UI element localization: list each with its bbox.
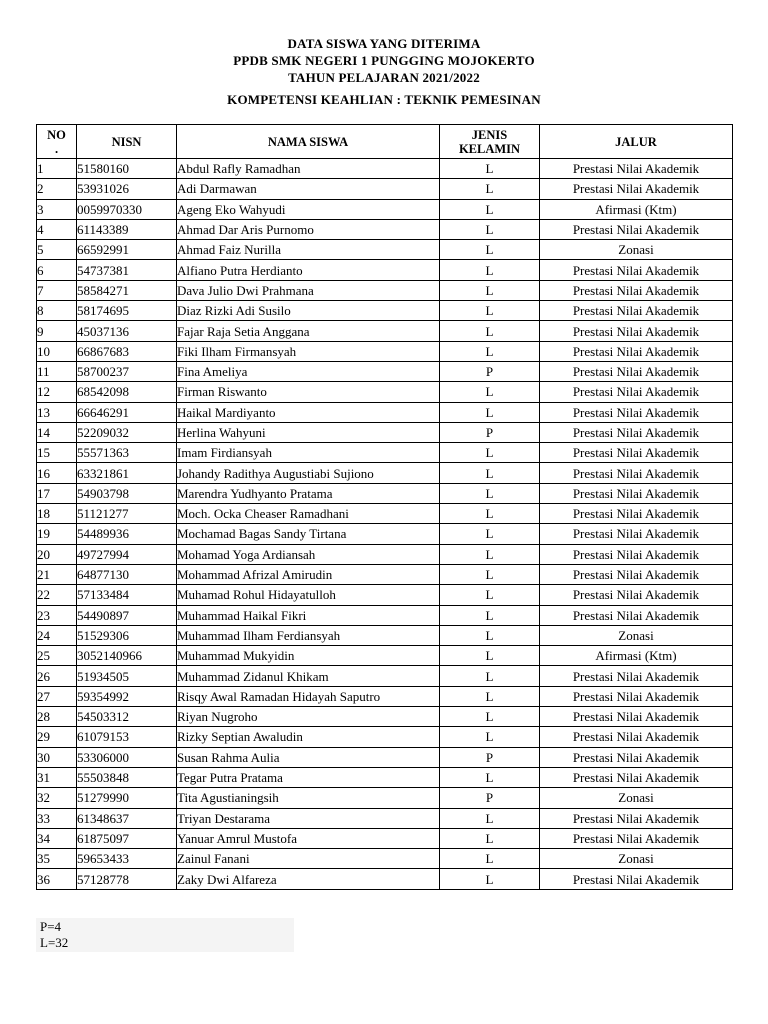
table-row	[37, 767, 733, 787]
cell-nisn: 51580160	[77, 159, 177, 179]
cell-jenis-kelamin: L	[440, 727, 540, 747]
cell-no: 15	[37, 443, 77, 463]
cell-no: 16	[37, 463, 77, 483]
cell-jalur: Prestasi Nilai Akademik	[540, 564, 733, 584]
cell-nisn: 61348637	[77, 808, 177, 828]
table-row	[37, 159, 733, 179]
table-row	[37, 646, 733, 666]
cell-no: 4	[37, 219, 77, 239]
cell-no: 31	[37, 767, 77, 787]
cell-nama: Zainul Fanani	[177, 849, 440, 869]
cell-no: 12	[37, 382, 77, 402]
cell-jenis-kelamin: L	[440, 646, 540, 666]
table-row	[37, 504, 733, 524]
cell-nisn: 66592991	[77, 240, 177, 260]
table-row	[37, 402, 733, 422]
col-header-nisn: NISN	[77, 125, 177, 159]
cell-nama: Muhammad Haikal Fikri	[177, 605, 440, 625]
cell-jenis-kelamin: L	[440, 605, 540, 625]
cell-nisn: 64877130	[77, 564, 177, 584]
cell-nisn: 0059970330	[77, 199, 177, 219]
cell-jalur: Prestasi Nilai Akademik	[540, 808, 733, 828]
cell-jalur: Prestasi Nilai Akademik	[540, 544, 733, 564]
table-row	[37, 849, 733, 869]
cell-nama: Dava Julio Dwi Prahmana	[177, 280, 440, 300]
cell-nisn: 53306000	[77, 747, 177, 767]
cell-no: 7	[37, 280, 77, 300]
cell-nisn: 54737381	[77, 260, 177, 280]
table-row	[37, 321, 733, 341]
cell-jalur: Prestasi Nilai Akademik	[540, 280, 733, 300]
table-row	[37, 382, 733, 402]
cell-jalur: Prestasi Nilai Akademik	[540, 341, 733, 361]
cell-no: 1	[37, 159, 77, 179]
cell-nisn: 51121277	[77, 504, 177, 524]
cell-jalur: Zonasi	[540, 240, 733, 260]
table-row	[37, 625, 733, 645]
cell-jalur: Prestasi Nilai Akademik	[540, 443, 733, 463]
cell-no: 33	[37, 808, 77, 828]
cell-no: 14	[37, 422, 77, 442]
table-row	[37, 301, 733, 321]
cell-nama: Marendra Yudhyanto Pratama	[177, 483, 440, 503]
cell-jenis-kelamin: L	[440, 199, 540, 219]
cell-no: 24	[37, 625, 77, 645]
cell-no: 25	[37, 646, 77, 666]
table-row	[37, 585, 733, 605]
cell-jenis-kelamin: L	[440, 686, 540, 706]
cell-nisn: 51529306	[77, 625, 177, 645]
cell-nisn: 49727994	[77, 544, 177, 564]
cell-jalur: Prestasi Nilai Akademik	[540, 402, 733, 422]
table-row	[37, 260, 733, 280]
cell-nisn: 66867683	[77, 341, 177, 361]
table-row	[37, 666, 733, 686]
cell-no: 26	[37, 666, 77, 686]
cell-no: 17	[37, 483, 77, 503]
gender-summary	[36, 918, 294, 952]
cell-no: 36	[37, 869, 77, 889]
cell-no: 29	[37, 727, 77, 747]
table-row	[37, 707, 733, 727]
table-row	[37, 788, 733, 808]
cell-jalur: Prestasi Nilai Akademik	[540, 666, 733, 686]
table-row	[37, 463, 733, 483]
doc-title: DATA SISWA YANG DITERIMA	[287, 36, 481, 51]
table-row	[37, 240, 733, 260]
cell-jenis-kelamin: L	[440, 179, 540, 199]
student-table	[36, 124, 733, 890]
cell-jalur: Prestasi Nilai Akademik	[540, 301, 733, 321]
cell-jenis-kelamin: L	[440, 219, 540, 239]
cell-nisn: 55571363	[77, 443, 177, 463]
cell-jenis-kelamin: L	[440, 463, 540, 483]
cell-no: 32	[37, 788, 77, 808]
cell-nama: Riyan Nugroho	[177, 707, 440, 727]
cell-nama: Rizky Septian Awaludin	[177, 727, 440, 747]
cell-nama: Ahmad Dar Aris Purnomo	[177, 219, 440, 239]
cell-jenis-kelamin: P	[440, 747, 540, 767]
cell-no: 20	[37, 544, 77, 564]
cell-nisn: 57133484	[77, 585, 177, 605]
cell-jenis-kelamin: L	[440, 849, 540, 869]
table-row	[37, 869, 733, 889]
cell-jenis-kelamin: L	[440, 504, 540, 524]
table-row	[37, 280, 733, 300]
cell-nama: Ahmad Faiz Nurilla	[177, 240, 440, 260]
cell-jenis-kelamin: L	[440, 828, 540, 848]
cell-nama: Risqy Awal Ramadan Hidayah Saputro	[177, 686, 440, 706]
cell-nisn: 54903798	[77, 483, 177, 503]
cell-jalur: Prestasi Nilai Akademik	[540, 321, 733, 341]
cell-jalur: Afirmasi (Ktm)	[540, 646, 733, 666]
cell-nama: Muhamad Rohul Hidayatulloh	[177, 585, 440, 605]
col-header-no: NO .	[37, 125, 77, 159]
cell-no: 35	[37, 849, 77, 869]
cell-jenis-kelamin: L	[440, 402, 540, 422]
cell-nama: Mochamad Bagas Sandy Tirtana	[177, 524, 440, 544]
cell-nama: Muhammad Mukyidin	[177, 646, 440, 666]
cell-nisn: 51279990	[77, 788, 177, 808]
cell-nisn: 54490897	[77, 605, 177, 625]
cell-jenis-kelamin: L	[440, 483, 540, 503]
cell-jenis-kelamin: L	[440, 240, 540, 260]
cell-nama: Zaky Dwi Alfareza	[177, 869, 440, 889]
cell-jalur: Prestasi Nilai Akademik	[540, 260, 733, 280]
cell-jenis-kelamin: L	[440, 585, 540, 605]
col-header-nama: NAMA SISWA	[177, 125, 440, 159]
cell-jalur: Prestasi Nilai Akademik	[540, 707, 733, 727]
school-name: PPDB SMK NEGERI 1 PUNGGING MOJOKERTO	[233, 53, 535, 68]
cell-nama: Diaz Rizki Adi Susilo	[177, 301, 440, 321]
cell-nisn: 61079153	[77, 727, 177, 747]
cell-nisn: 55503848	[77, 767, 177, 787]
cell-jenis-kelamin: L	[440, 280, 540, 300]
cell-jenis-kelamin: L	[440, 869, 540, 889]
cell-nisn: 68542098	[77, 382, 177, 402]
cell-nisn: 61875097	[77, 828, 177, 848]
cell-nisn: 53931026	[77, 179, 177, 199]
cell-no: 27	[37, 686, 77, 706]
cell-nisn: 52209032	[77, 422, 177, 442]
cell-jalur: Prestasi Nilai Akademik	[540, 605, 733, 625]
cell-nama: Muhammad Zidanul Khikam	[177, 666, 440, 686]
cell-nisn: 57128778	[77, 869, 177, 889]
cell-jenis-kelamin: L	[440, 707, 540, 727]
cell-nama: Fina Ameliya	[177, 361, 440, 381]
cell-jalur: Zonasi	[540, 788, 733, 808]
table-row	[37, 605, 733, 625]
cell-nama: Abdul Rafly Ramadhan	[177, 159, 440, 179]
table-row	[37, 686, 733, 706]
col-header-jalur: JALUR	[540, 125, 733, 159]
cell-nama: Haikal Mardiyanto	[177, 402, 440, 422]
cell-nisn: 45037136	[77, 321, 177, 341]
cell-jenis-kelamin: L	[440, 544, 540, 564]
cell-nama: Mohamad Yoga Ardiansah	[177, 544, 440, 564]
cell-nama: Tegar Putra Pratama	[177, 767, 440, 787]
cell-jenis-kelamin: L	[440, 260, 540, 280]
cell-nisn: 51934505	[77, 666, 177, 686]
cell-nama: Herlina Wahyuni	[177, 422, 440, 442]
table-row	[37, 219, 733, 239]
cell-jalur: Prestasi Nilai Akademik	[540, 727, 733, 747]
cell-no: 23	[37, 605, 77, 625]
cell-no: 18	[37, 504, 77, 524]
cell-nama: Ageng Eko Wahyudi	[177, 199, 440, 219]
cell-jalur: Afirmasi (Ktm)	[540, 199, 733, 219]
cell-jenis-kelamin: P	[440, 422, 540, 442]
table-row	[37, 361, 733, 381]
cell-nama: Alfiano Putra Herdianto	[177, 260, 440, 280]
cell-jalur: Prestasi Nilai Akademik	[540, 585, 733, 605]
table-row	[37, 179, 733, 199]
competency-title: KOMPETENSI KEAHLIAN : TEKNIK PEMESINAN	[227, 92, 541, 107]
cell-nisn: 3052140966	[77, 646, 177, 666]
cell-no: 9	[37, 321, 77, 341]
cell-nama: Susan Rahma Aulia	[177, 747, 440, 767]
cell-jenis-kelamin: L	[440, 443, 540, 463]
cell-nama: Tita Agustianingsih	[177, 788, 440, 808]
cell-no: 34	[37, 828, 77, 848]
cell-no: 8	[37, 301, 77, 321]
cell-jalur: Prestasi Nilai Akademik	[540, 159, 733, 179]
cell-jalur: Prestasi Nilai Akademik	[540, 524, 733, 544]
summary-female-count: P=4	[40, 919, 62, 934]
cell-no: 3	[37, 199, 77, 219]
table-row	[37, 443, 733, 463]
cell-jalur: Zonasi	[540, 849, 733, 869]
table-row	[37, 747, 733, 767]
table-row	[37, 341, 733, 361]
table-row	[37, 808, 733, 828]
cell-nama: Moch. Ocka Cheaser Ramadhani	[177, 504, 440, 524]
cell-no: 19	[37, 524, 77, 544]
cell-nisn: 61143389	[77, 219, 177, 239]
cell-jenis-kelamin: L	[440, 341, 540, 361]
table-row	[37, 828, 733, 848]
cell-jalur: Prestasi Nilai Akademik	[540, 463, 733, 483]
table-row	[37, 483, 733, 503]
cell-nisn: 59354992	[77, 686, 177, 706]
cell-jalur: Prestasi Nilai Akademik	[540, 767, 733, 787]
cell-jenis-kelamin: L	[440, 767, 540, 787]
cell-jenis-kelamin: P	[440, 788, 540, 808]
cell-no: 21	[37, 564, 77, 584]
cell-nisn: 58174695	[77, 301, 177, 321]
cell-jalur: Prestasi Nilai Akademik	[540, 869, 733, 889]
cell-jalur: Prestasi Nilai Akademik	[540, 828, 733, 848]
cell-nama: Mohammad Afrizal Amirudin	[177, 564, 440, 584]
cell-jenis-kelamin: L	[440, 301, 540, 321]
cell-nama: Johandy Radithya Augustiabi Sujiono	[177, 463, 440, 483]
cell-jalur: Prestasi Nilai Akademik	[540, 483, 733, 503]
cell-jenis-kelamin: L	[440, 808, 540, 828]
academic-year: TAHUN PELAJARAN 2021/2022	[288, 70, 480, 85]
table-row	[37, 422, 733, 442]
cell-no: 5	[37, 240, 77, 260]
cell-jenis-kelamin: L	[440, 564, 540, 584]
cell-jalur: Prestasi Nilai Akademik	[540, 179, 733, 199]
cell-nama: Triyan Destarama	[177, 808, 440, 828]
cell-no: 11	[37, 361, 77, 381]
cell-nama: Yanuar Amrul Mustofa	[177, 828, 440, 848]
table-row	[37, 524, 733, 544]
cell-nama: Imam Firdiansyah	[177, 443, 440, 463]
cell-nisn: 66646291	[77, 402, 177, 422]
cell-nisn: 54489936	[77, 524, 177, 544]
cell-jalur: Prestasi Nilai Akademik	[540, 219, 733, 239]
cell-nama: Muhammad Ilham Ferdiansyah	[177, 625, 440, 645]
cell-nama: Fajar Raja Setia Anggana	[177, 321, 440, 341]
cell-jalur: Prestasi Nilai Akademik	[540, 686, 733, 706]
cell-nisn: 54503312	[77, 707, 177, 727]
summary-male-count: L=32	[40, 935, 69, 950]
cell-nisn: 63321861	[77, 463, 177, 483]
cell-nama: Adi Darmawan	[177, 179, 440, 199]
cell-nisn: 58584271	[77, 280, 177, 300]
cell-no: 2	[37, 179, 77, 199]
cell-jalur: Prestasi Nilai Akademik	[540, 361, 733, 381]
table-row	[37, 544, 733, 564]
col-header-jenis-kelamin: JENIS KELAMIN	[440, 125, 540, 159]
cell-no: 28	[37, 707, 77, 727]
cell-no: 10	[37, 341, 77, 361]
cell-jenis-kelamin: L	[440, 159, 540, 179]
cell-no: 30	[37, 747, 77, 767]
table-row	[37, 199, 733, 219]
cell-jalur: Prestasi Nilai Akademik	[540, 504, 733, 524]
table-row	[37, 564, 733, 584]
cell-no: 6	[37, 260, 77, 280]
table-row	[37, 727, 733, 747]
cell-jenis-kelamin: L	[440, 524, 540, 544]
cell-no: 13	[37, 402, 77, 422]
cell-no: 22	[37, 585, 77, 605]
cell-jenis-kelamin: L	[440, 666, 540, 686]
cell-nama: Fiki Ilham Firmansyah	[177, 341, 440, 361]
cell-jenis-kelamin: L	[440, 382, 540, 402]
cell-jenis-kelamin: P	[440, 361, 540, 381]
cell-jalur: Prestasi Nilai Akademik	[540, 382, 733, 402]
table-header-row	[37, 125, 733, 159]
cell-jalur: Prestasi Nilai Akademik	[540, 747, 733, 767]
cell-nisn: 59653433	[77, 849, 177, 869]
cell-jenis-kelamin: L	[440, 321, 540, 341]
cell-jalur: Prestasi Nilai Akademik	[540, 422, 733, 442]
cell-nisn: 58700237	[77, 361, 177, 381]
cell-jalur: Zonasi	[540, 625, 733, 645]
cell-nama: Firman Riswanto	[177, 382, 440, 402]
cell-jenis-kelamin: L	[440, 625, 540, 645]
